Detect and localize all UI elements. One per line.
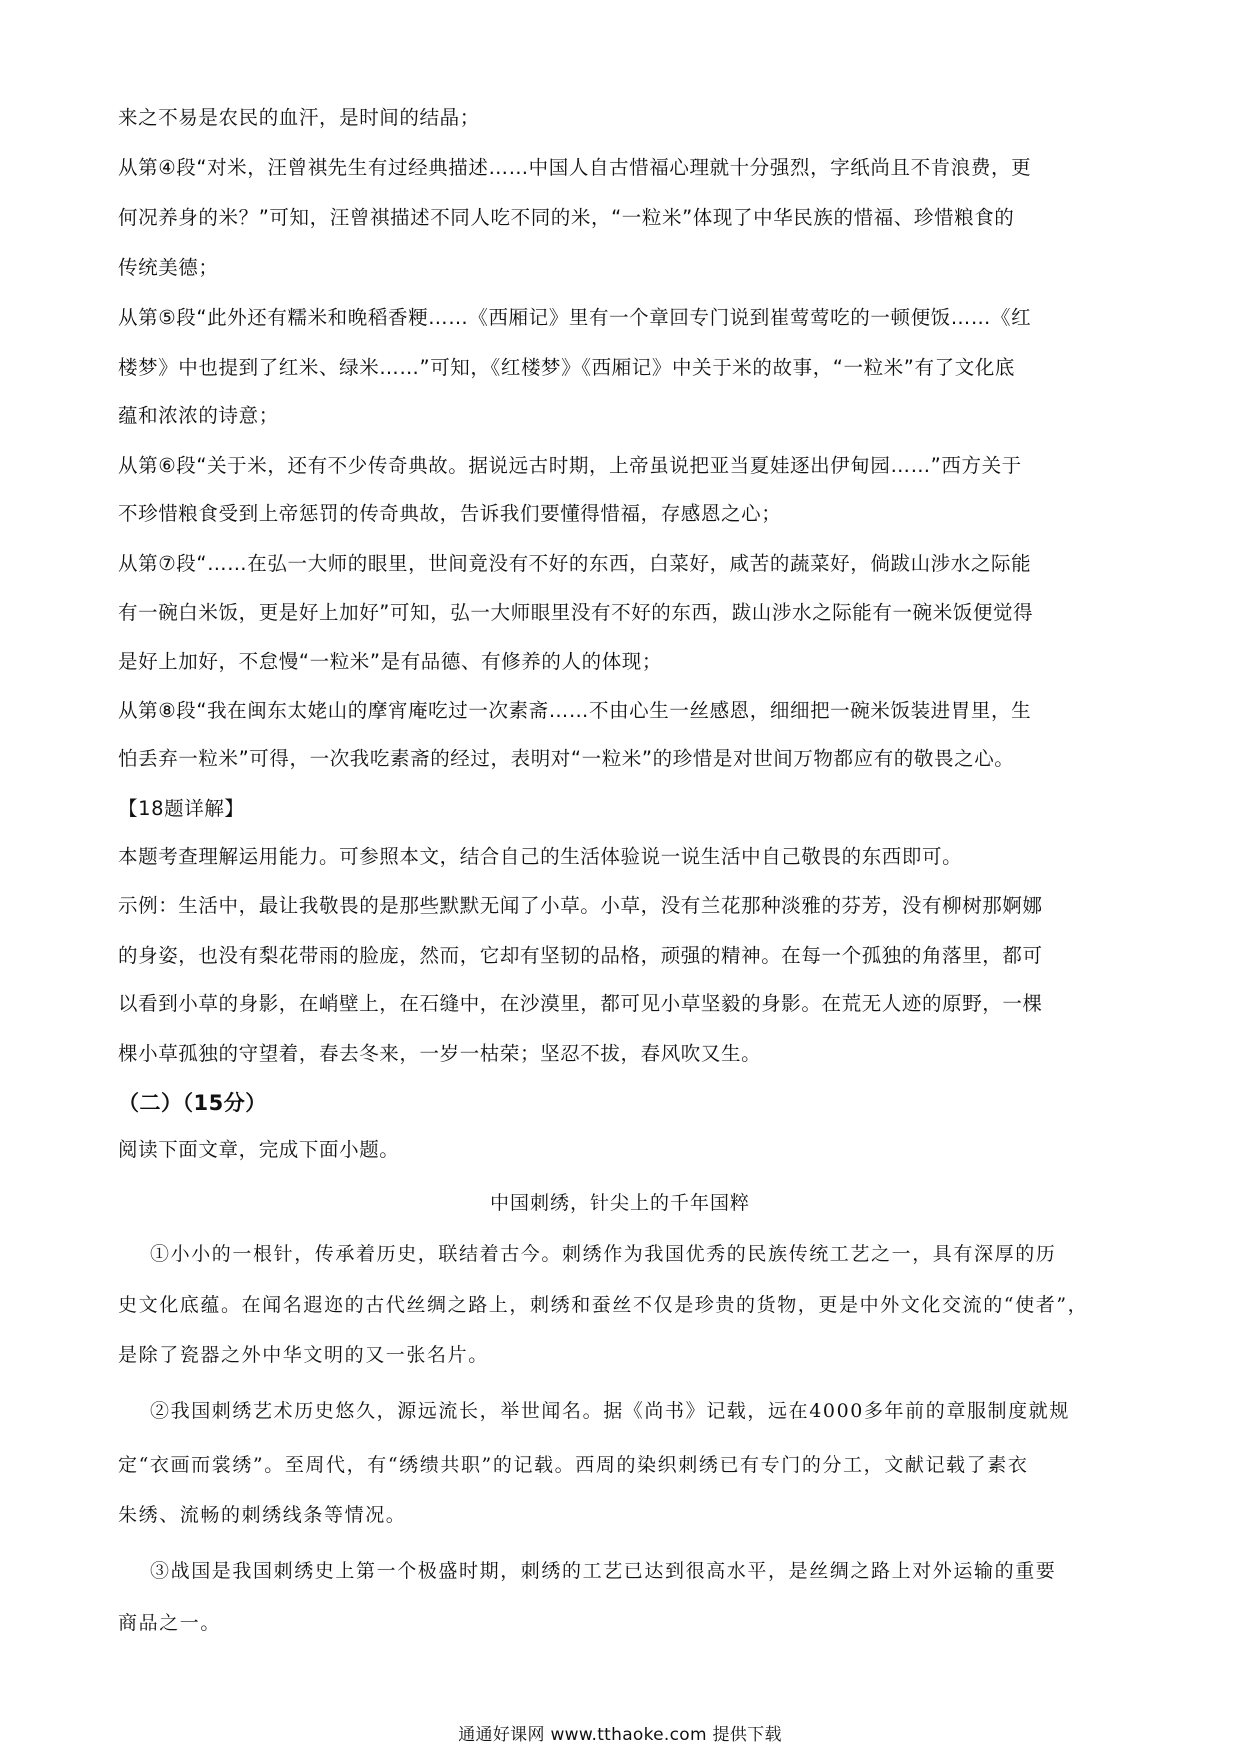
answer-line: 是好上加好，不怠慢“一粒米”是有品德、有修养的人的体现； (118, 650, 663, 673)
answer-line: 以看到小草的身影，在峭壁上，在石缝中，在沙漠里，都可见小草坚毅的身影。在荒无人迹的原野，一棵 (118, 992, 1043, 1015)
page-footer: 通通好课网 www.tthaoke.com 提供下载 (458, 1725, 782, 1745)
instruction-text: 阅读下面文章，完成下面小题。 (118, 1138, 400, 1161)
answer-line: 棵小草孤独的守望着，春去冬来，一岁一枯荣；坚忍不拔，春风吹又生。 (118, 1042, 762, 1065)
answer-line: 蕴和浓浓的诗意； (118, 404, 279, 427)
article-line: ②我国刺绣艺术历史悠久，源远流长，举世闻名。据《尚书》记载，远在4000多年前的章服制度就规 (150, 1400, 1070, 1422)
article-line: 朱绣、流畅的刺绣线条等情况。 (118, 1504, 407, 1526)
answer-line: 有一碗白米饭，更是好上加好”可知，弘一大师眼里没有不好的东西，跋山涉水之际能有一碗米饭便觉得 (118, 601, 1034, 624)
article-line: ①小小的一根针，传承着历史，联结着古今。刺绣作为我国优秀的民族传统工艺之一，具有深厚的历 (150, 1243, 1057, 1265)
article-line: 商品之一。 (118, 1612, 222, 1634)
article-line: 史文化底蕴。在闻名遐迩的古代丝绸之路上，刺绣和蚕丝不仅是珍贵的货物，更是中外文化交流的“使者”， (118, 1294, 1089, 1316)
answer-line: 不珍惜粮食受到上帝惩罚的传奇典故，告诉我们要懂得惜福，存感恩之心； (118, 502, 782, 525)
answer-line: 从第⑦段“……在弘一大师的眼里，世间竟没有不好的东西，白菜好，咸苦的蔬菜好，倘跋山涉水之际能 (118, 552, 1032, 575)
answer-line: 楼梦》中也提到了红米、绿米……”可知，《红楼梦》《西厢记》中关于米的故事，“一粒米”有了文化底 (118, 356, 1016, 379)
answer-line: 的身姿，也没有梨花带雨的脸庞，然而，它却有坚韧的品格，顽强的精神。在每一个孤独的角落里，都可 (118, 944, 1043, 967)
article-title: 中国刺绣，针尖上的千年国粹 (489, 1192, 750, 1214)
article-line: 定“衣画而裳绣”。至周代，有“绣缋共职”的记载。西周的染织刺绣已有专门的分工，文献记载了素衣 (118, 1454, 1029, 1476)
article-line: 是除了瓷器之外中华文明的又一张名片。 (118, 1344, 489, 1366)
answer-line: 示例：生活中，最让我敬畏的是那些默默无闻了小草。小草，没有兰花那种淡雅的芬芳，没有柳树那婀娜 (118, 894, 1043, 917)
article-line: ③战国是我国刺绣史上第一个极盛时期，刺绣的工艺已达到很高水平，是丝绸之路上对外运输的重要 (150, 1560, 1057, 1582)
answer-line: 从第⑧段“我在闽东太姥山的摩宵庵吃过一次素斋……不由心生一丝感恩，细细把一碗米饭装进胃里，生 (118, 699, 1032, 722)
answer-line: 传统美德； (118, 256, 219, 279)
answer-line: 怕丢弃一粒米”可得，一次我吃素斋的经过，表明对“一粒米”的珍惜是对世间万物都应有的敬畏之心。 (118, 747, 1015, 770)
section-title: （二）（15分） (118, 1091, 267, 1115)
answer-line: 从第⑤段“此外还有糯米和晚稻香粳……《西厢记》里有一个章回专门说到崔莺莺吃的一顿便饭……《红 (118, 306, 1032, 329)
answer-line: 从第④段“对米，汪曾祺先生有过经典描述……中国人自古惜福心理就十分强烈，字纸尚且不肯浪费，更 (118, 156, 1032, 179)
question-heading: 【18题详解】 (118, 797, 245, 820)
answer-line: 从第⑥段“关于米，还有不少传奇典故。据说远古时期，上帝虽说把亚当夏娃逐出伊甸园……”西方关于 (118, 454, 1022, 477)
answer-line: 来之不易是农民的血汗，是时间的结晶； (118, 106, 480, 129)
answer-line: 本题考查理解运用能力。可参照本文，结合自己的生活体验说一说生活中自己敬畏的东西即可。 (118, 845, 963, 868)
answer-line: 何况养身的米？”可知，汪曾祺描述不同人吃不同的米，“一粒米”体现了中华民族的惜福、珍惜粮食的 (118, 206, 1015, 229)
